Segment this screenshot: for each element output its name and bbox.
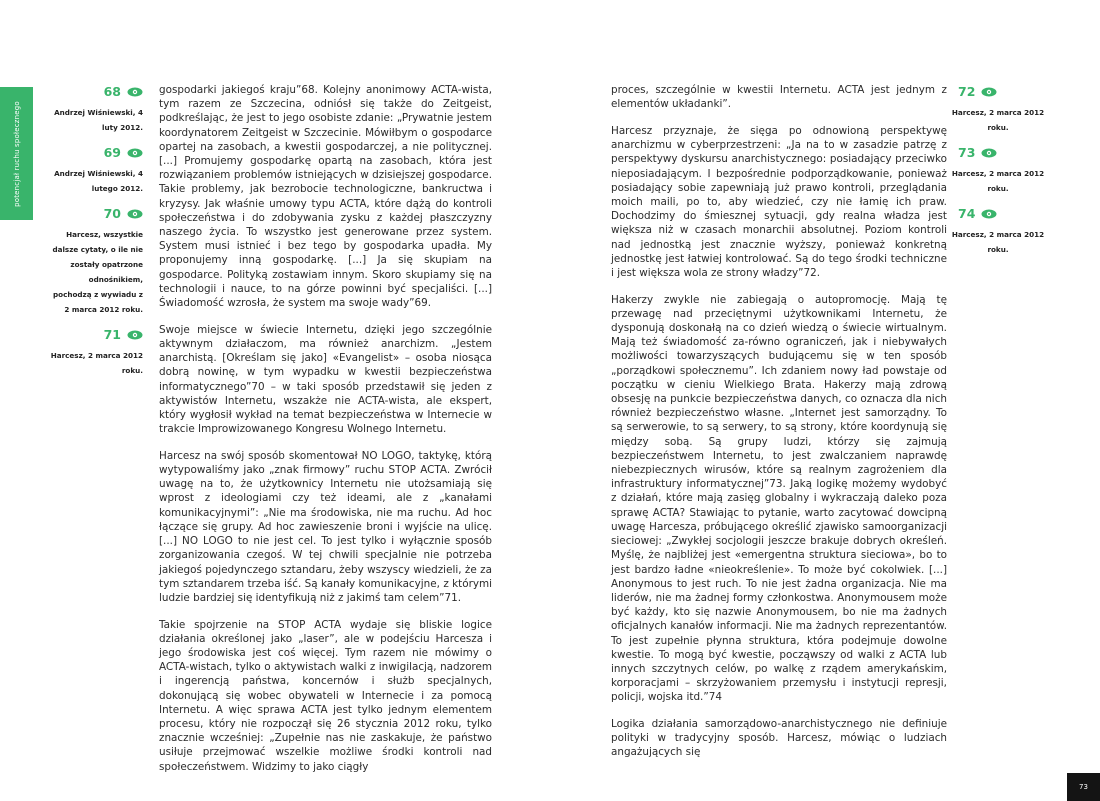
footnote-73: [948, 145, 1048, 196]
footnote-text: Andrzej Wiśniewski, 4 luty 2012.: [54, 108, 143, 132]
paragraph: Hakerzy zwykle nie zabiegają o autopromocję. Mają tę przewagę nad przeciętnymi użytkownikami Internetu, że dysponują doskonałą na co dzień wiedzą o świecie wirtualnym. Mają też świadomość za-równo ograniczeń, jak i niebywałych możliwości towarzyszących budującemu się w ten sposób „porządkowi społecznemu”. Ich zdaniem nowy ład powstaje od początku w cieniu Wielkiego Brata. Hakerzy mają zdrową obsesję na punkcie bezpieczeństwa danych, co oznacza dla nich również bezpieczeństwo własne. „Internet jest samorządny. To są serwerowie, to są serwery, to są strony, które koordynują się między sobą. Są grupy ludzi, którzy się zajmują bezpieczeństwem Internetu, to jest zwalczaniem naprawdę niebezpiecznych wirusów, które są realnym zagrożeniem dla infrastruktury informatycznej”73. Jaką logikę możemy wydobyć z działań, które mają zasięg globalny i wykraczają daleko poza sprawę ACTA? Stawiając to pytanie, warto zacytować dowcipną uwagę Harcesza, próbującego określić zjawisko samoorganizacji sieciowej: „Zwykłej socjologii jeszcze brakuje dobrych określeń. Myślę, że najbliżej jest «emergentna struktura sieciowa», bo to jest bardzo ładne «nieokreślenie». To może być cokolwiek. [...] Anonymous to jest ruch. To nie jest żadna organizacja. Nie ma liderów, nie ma żadnej formy członkostwa. Anonymousem może być każdy, kto się nazwie Anonymousem, bo nie ma żadnych oficjalnych kanałów informacji. Nie ma żadnych reprezentantów. To jest zupełnie płynna struktura, która podejmuje dowolne kwestie. To mogą być kwestie, począwszy od walki z ACTA lub innych szczytnych celów, po walkę z rządem amerykańskim, korporacjami – skrzyżowaniem przemysłu i instytucji represji, policji, wojska itd.”74: [611, 293, 947, 704]
paragraph: Swoje miejsce w świecie Internetu, dzięki jego szczególnie aktywnym działaczom, ma również anarchizm. „Jestem anarchistą. [Określam się jako] «Evangelist» – osoba niosąca dobrą nowinę, w tym wypadku w kwestii bezpieczeństwa informatycznego”70 – w taki sposób przedstawił się jeden z aktywistów Internetu, wszakże nie ACTA-wista, ale ekspert, który wygłosił wykład na temat bezpieczeństwa w Internecie w trakcie Improwizowanego Kongresu Wolnego Internetu.: [159, 323, 492, 436]
eye-icon: [981, 148, 997, 158]
paragraph: gospodarki jakiegoś kraju”68. Kolejny anonimowy ACTA-wista, tym razem ze Szczecina, odniósł się także do Zeitgeist, podkreślając, że jest to jego osobiste zdanie: „Prywatnie jestem koordynatorem Zeitgeist w Szczecinie. Mówiłbym o gospodarce opartej na zasobach, a kwestii gospodarczej, a nie politycznej. [...] Promujemy gospodarkę opartą na zasobach, która jest rozwiązaniem problemów istniejących w dzisiejszej gospodarce. Takie problemy, jak bezrobocie technologiczne, bankructwa i kryzysy. Jak właśnie umowy typu ACTA, które dążą do kontroli społeczeństwa i do zdobywania zysku z każdej płaszczyzny naszego życia. To wszystko jest generowane przez system. System musi istnieć i bez tego by gospodarka upadła. My proponujemy inną gospodarkę. [...] Ja się skupiam na gospodarce. Polityką zostawiam innym. Skoro skupiamy się na technologii i nauce, to na górze powinni być specjaliści. [...] Świadomość wzrosła, że system ma swoje wady”69.: [159, 84, 492, 310]
footnote-text: Harcesz, 2 marca 2012 roku.: [951, 108, 1045, 132]
paragraph: Takie spojrzenie na STOP ACTA wydaje się bliskie logice działania określonej jako „laser”, ale w podejściu Harcesza i jego środowiska jest coś więcej. Tym razem nie mówimy o ACTA-wistach, tylko o aktywistach walki z inwigilacją, nadzorem i ingerencją państwa, koncernów i służb specjalnych, dokonującą się wobec obywateli w Internecie i za pomocą Internetu. A więc sprawa ACTA jest tylko jednym elementem procesu, który nie rozpoczął się 26 stycznia 2012 roku, tylko znacznie wcześniej: „Zupełnie nas nie zaskakuje, że państwo usiłuje przejmować wszelkie możliwe środki kontroli nad społeczeństwem. Widzimy to jako ciągły: [159, 618, 492, 773]
footnote-70: [48, 206, 143, 317]
footnote-text: Harcesz, 2 marca 2012 roku.: [50, 351, 143, 375]
section-side-tab: [0, 87, 33, 220]
footnote-head: [48, 206, 143, 221]
left-text-column: [159, 83, 492, 786]
eye-icon: [127, 209, 143, 219]
section-side-tab-label: potencjał ruchu społecznego: [12, 100, 21, 207]
left-margin-notes: [48, 84, 143, 378]
footnote-head: [48, 145, 143, 160]
footnote-text: Harcesz, wszystkie dalsze cytaty, o ile nie zostały opatrzone odnośnikiem, pochodzą z wywiadu z 2 marca 2012 roku.: [52, 230, 143, 314]
footnote-number: 74: [958, 206, 976, 221]
footnote-text: Harcesz, 2 marca 2012 roku.: [951, 230, 1045, 254]
footnote-head: [948, 206, 1048, 221]
paragraph: Harcesz na swój sposób skomentował NO LOGO, taktykę, którą wytypowaliśmy jako „znak firmowy” ruchu STOP ACTA. Zwrócił uwagę na to, że użytkownicy Internetu nie utożsamiają się wprost z ideologiami czy też ideami, ale z „kanałami komunikacyjnymi”: „Nie ma środowiska, nie ma ruchu. Ad hoc łączące się grupy. Ad hoc zawieszenie broni i wyjście na ulicę. [...] NO LOGO to nie jest cel. To jest tylko i wyłącznie sposób zorganizowania czegoś. W tej chwili specjalnie nie potrzeba jakiegoś pojedynczego sztandaru, żeby wszyscy wiedzieli, że za tym sztandarem trzeba iść. Są kanały komunikacyjne, z którymi ludzie bardziej się identyfikują niż z jakimś tam celem”71.: [159, 449, 492, 604]
footnote-number: 68: [103, 84, 121, 99]
eye-icon: [127, 330, 143, 340]
paragraph: Logika działania samorządowo-anarchistycznego nie definiuje polityki w tradycyjny sposób. Harcesz, mówiąc o ludziach angażujących się: [611, 718, 947, 759]
paragraph: Harcesz przyznaje, że sięga po odnowioną perspektywę anarchizmu w cyberprzestrzeni: „Ja na to w zasadzie patrzę z perspektywy dyskursu anarchistycznego: posiadający przeciwko nieposiadającym. I bezpośrednie podporządkowanie, ponieważ posiadający sobie zapewniają już prawo kontroli, przeglądania moich maili, po to, aby wiedzieć, czy nie łamię ich praw. Dochodzimy do śmiesznej sytuacji, gdy realna władza jest większa niż w czasach monarchii absolutnej. Poziom kontroli nad jednostką jest znacznie wyższy, ponieważ konkretną jednostkę jest łatwiej kontrolować. Są do tego środki techniczne i jest większa wola ze strony władzy”72.: [611, 124, 947, 279]
footnote-71: [48, 327, 143, 378]
footnote-number: 70: [103, 206, 121, 221]
footnote-head: [948, 145, 1048, 160]
eye-icon: [981, 87, 997, 97]
page-number: 73: [1079, 783, 1088, 791]
eye-icon: [127, 148, 143, 158]
footnote-number: 73: [958, 145, 976, 160]
footnote-head: [48, 84, 143, 99]
footnote-69: [48, 145, 143, 196]
footnote-number: 72: [958, 84, 976, 99]
footnote-number: 69: [103, 145, 121, 160]
right-text-column: [611, 83, 947, 772]
footnote-74: [948, 206, 1048, 257]
footnote-number: 71: [103, 327, 121, 342]
eye-icon: [981, 209, 997, 219]
footnote-72: [948, 84, 1048, 135]
footnote-head: [948, 84, 1048, 99]
paragraph: proces, szczególnie w kwestii Internetu. ACTA jest jednym z elementów układanki”.: [611, 84, 947, 111]
footnote-68: [48, 84, 143, 135]
footnote-text: Harcesz, 2 marca 2012 roku.: [951, 169, 1045, 193]
page-number-box: [1067, 773, 1100, 801]
eye-icon: [127, 87, 143, 97]
footnote-head: [48, 327, 143, 342]
right-margin-notes: [948, 84, 1048, 257]
footnote-text: Andrzej Wiśniewski, 4 lutego 2012.: [54, 169, 143, 193]
